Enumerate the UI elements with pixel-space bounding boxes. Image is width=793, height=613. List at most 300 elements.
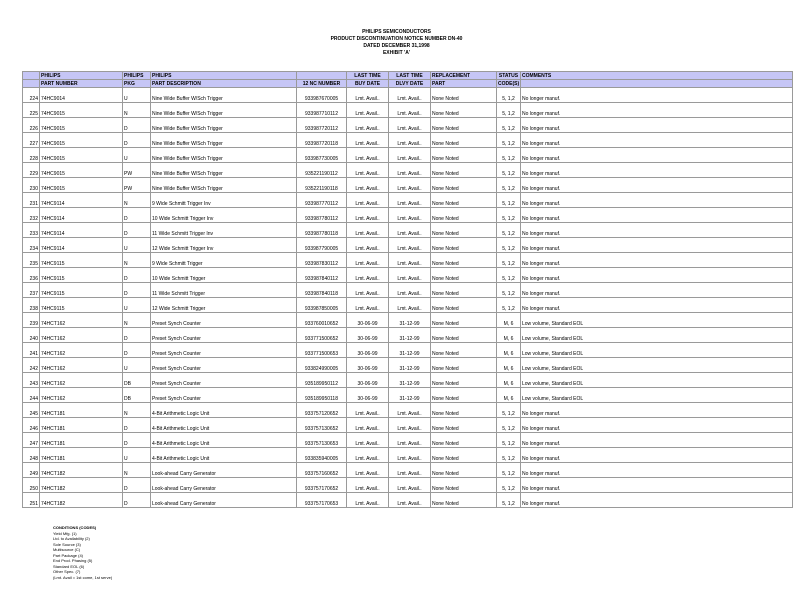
nc-number: 933987710112 [297,103,347,118]
row-number: 250 [23,478,40,493]
row-number: 233 [23,223,40,238]
comment: No longer manuf. [521,193,793,208]
row-number: 245 [23,403,40,418]
nc-number: 933771500653 [297,343,347,358]
header-index [23,80,40,88]
replacement-part: None Noted [431,478,497,493]
status-code: 5, 1,2 [497,403,521,418]
package: N [123,193,151,208]
last-buy-date: 30-06-99 [347,328,389,343]
package: U [123,238,151,253]
table-row [23,283,793,298]
nc-number: 933987840112 [297,268,347,283]
part-number: 74HC9114 [40,208,123,223]
table-row [23,478,793,493]
condition-item: (Lmt. Avail = 1st come, 1st serve) [53,574,113,580]
package: DB [123,388,151,403]
last-buy-date: 30-06-99 [347,343,389,358]
conditions-title: CONDITIONS (CODES) [53,525,97,530]
last-delivery-date: Lmt. Avail.. [389,163,431,178]
package: N [123,403,151,418]
last-delivery-date: Lmt. Avail.. [389,223,431,238]
part-description: Preset Synch Counter [151,373,297,388]
last-buy-date: Lmt. Avail.. [347,268,389,283]
package: PW [123,163,151,178]
replacement-part: None Noted [431,253,497,268]
part-description: Preset Synch Counter [151,343,297,358]
comment: No longer manuf. [521,253,793,268]
comment: Low volume, Standard EOL [521,373,793,388]
nc-number: 933987830112 [297,253,347,268]
nc-number: 933757120652 [297,403,347,418]
last-delivery-date: Lmt. Avail.. [389,148,431,163]
package: DB [123,373,151,388]
replacement-part: None Noted [431,268,497,283]
row-number: 236 [23,268,40,283]
package: D [123,268,151,283]
last-buy-date: Lmt. Avail.. [347,178,389,193]
header-cell: PART DESCRIPTION [151,80,297,88]
row-number: 229 [23,163,40,178]
last-delivery-date: Lmt. Avail.. [389,253,431,268]
part-number: 74HC9014 [40,88,123,103]
row-number: 230 [23,178,40,193]
comment: No longer manuf. [521,298,793,313]
table-row [23,358,793,373]
part-number: 74HCT181 [40,433,123,448]
status-code: M, 6 [497,358,521,373]
status-code: 5, 1,2 [497,268,521,283]
status-code: M, 6 [497,343,521,358]
notice-number: PRODUCT DISCONTINUATION NOTICE NUMBER DN-40 [330,36,463,42]
last-buy-date: Lmt. Avail.. [347,238,389,253]
last-delivery-date: Lmt. Avail.. [389,463,431,478]
header-cell: PHILIPS [123,72,151,80]
comment: No longer manuf. [521,103,793,118]
last-delivery-date: Lmt. Avail.. [389,178,431,193]
status-code: 5, 1,2 [497,163,521,178]
header-cell: PART NUMBER [40,80,123,88]
table-row [23,223,793,238]
table-row [23,178,793,193]
table-row [23,163,793,178]
last-delivery-date: 31-12-99 [389,343,431,358]
header-cell: LAST TIME [347,72,389,80]
row-number: 231 [23,193,40,208]
row-number: 226 [23,118,40,133]
header-row-1 [23,72,793,80]
table-row [23,88,793,103]
part-description: Nine Wide Buffer W/Sch Trigger [151,118,297,133]
replacement-part: None Noted [431,493,497,508]
nc-number: 933987720118 [297,133,347,148]
package: D [123,343,151,358]
header-cell: STATUS [497,72,521,80]
replacement-part: None Noted [431,193,497,208]
nc-number: 933987780118 [297,223,347,238]
status-code: 5, 1,2 [497,433,521,448]
table-row [23,118,793,133]
part-description: 9 Wide Schmitt Trigger Inv [151,193,297,208]
table-row [23,463,793,478]
part-description: 12 Wide Schmitt Trigger [151,298,297,313]
last-delivery-date: Lmt. Avail.. [389,118,431,133]
company-name: PHILIPS SEMICONDUCTORS [362,29,431,35]
package: U [123,448,151,463]
last-delivery-date: 31-12-99 [389,358,431,373]
last-delivery-date: Lmt. Avail.. [389,418,431,433]
row-number: 225 [23,103,40,118]
status-code: 5, 1,2 [497,298,521,313]
part-number: 74HC9114 [40,193,123,208]
last-delivery-date: Lmt. Avail.. [389,283,431,298]
row-number: 242 [23,358,40,373]
nc-number: 933760010652 [297,313,347,328]
replacement-part: None Noted [431,388,497,403]
table-row [23,388,793,403]
header-cell: 12 NC NUMBER [297,80,347,88]
table-row [23,238,793,253]
nc-number: 933757130653 [297,433,347,448]
table-row [23,493,793,508]
comment: Low volume, Standard EOL [521,313,793,328]
last-buy-date: Lmt. Avail.. [347,253,389,268]
part-number: 74HC9114 [40,223,123,238]
last-delivery-date: Lmt. Avail.. [389,208,431,223]
notice-date: DATED DECEMBER 31,1998 [363,43,430,49]
status-code: 5, 1,2 [497,448,521,463]
last-buy-date: Lmt. Avail.. [347,208,389,223]
part-number: 74HCT182 [40,463,123,478]
conditions-legend [53,525,112,580]
table-row [23,148,793,163]
nc-number: 933987720112 [297,118,347,133]
part-number: 74HC9114 [40,238,123,253]
comment: Low volume, Standard EOL [521,358,793,373]
package: U [123,298,151,313]
discontinuation-table [22,71,793,508]
package: PW [123,178,151,193]
header-cell [521,80,793,88]
last-delivery-date: Lmt. Avail.. [389,433,431,448]
comment: Low volume, Standard EOL [521,343,793,358]
row-number: 239 [23,313,40,328]
status-code: 5, 1,2 [497,493,521,508]
table-header [23,72,793,88]
nc-number: 933771500652 [297,328,347,343]
row-number: 244 [23,388,40,403]
part-description: Look-ahead Carry Generator [151,463,297,478]
package: U [123,88,151,103]
comment: No longer manuf. [521,493,793,508]
package: D [123,328,151,343]
status-code: 5, 1,2 [497,133,521,148]
package: D [123,478,151,493]
row-number: 248 [23,448,40,463]
comment: No longer manuf. [521,403,793,418]
part-number: 74HCT162 [40,358,123,373]
last-delivery-date: Lmt. Avail.. [389,478,431,493]
comment: No longer manuf. [521,418,793,433]
part-number: 74HC9015 [40,103,123,118]
row-number: 228 [23,148,40,163]
table-row [23,193,793,208]
exhibit-label: EXHIBIT 'A' [382,50,411,56]
package: D [123,493,151,508]
condition-item: Sole Source (3) [53,541,81,547]
replacement-part: None Noted [431,403,497,418]
status-code: 5, 1,2 [497,148,521,163]
last-buy-date: Lmt. Avail.. [347,193,389,208]
last-buy-date: Lmt. Avail.. [347,418,389,433]
replacement-part: None Noted [431,283,497,298]
header-cell: PHILIPS [40,72,123,80]
last-buy-date: Lmt. Avail.. [347,103,389,118]
status-code: 5, 1,2 [497,238,521,253]
replacement-part: None Noted [431,373,497,388]
nc-number: 933987790005 [297,238,347,253]
status-code: M, 6 [497,313,521,328]
status-code: M, 6 [497,328,521,343]
nc-number: 935221190118 [297,178,347,193]
replacement-part: None Noted [431,148,497,163]
row-number: 240 [23,328,40,343]
part-number: 74HCT162 [40,388,123,403]
part-description: 10 Wide Schmitt Trigger Inv [151,208,297,223]
condition-item: Standard EOL (6) [53,563,85,569]
nc-number: 933987850005 [297,298,347,313]
replacement-part: None Noted [431,418,497,433]
comment: No longer manuf. [521,463,793,478]
last-delivery-date: Lmt. Avail.. [389,403,431,418]
status-code: 5, 1,2 [497,463,521,478]
status-code: M, 6 [497,388,521,403]
replacement-part: None Noted [431,433,497,448]
last-delivery-date: Lmt. Avail.. [389,103,431,118]
package: D [123,118,151,133]
last-delivery-date: Lmt. Avail.. [389,193,431,208]
replacement-part: None Noted [431,118,497,133]
last-buy-date: 30-06-99 [347,373,389,388]
comment: No longer manuf. [521,478,793,493]
part-number: 74HCT181 [40,448,123,463]
part-number: 74HC9015 [40,148,123,163]
row-number: 224 [23,88,40,103]
part-number: 74HC9115 [40,298,123,313]
part-description: 9 Wide Schmitt Trigger [151,253,297,268]
package: N [123,103,151,118]
comment: No longer manuf. [521,433,793,448]
part-description: Preset Synch Counter [151,313,297,328]
last-delivery-date: Lmt. Avail.. [389,298,431,313]
nc-number: 933987780112 [297,208,347,223]
comment: Low volume, Standard EOL [521,328,793,343]
nc-number: 935189950118 [297,388,347,403]
table-row [23,298,793,313]
table-row [23,133,793,148]
part-number: 74HCT162 [40,343,123,358]
last-buy-date: Lmt. Avail.. [347,493,389,508]
part-number: 74HCT182 [40,478,123,493]
part-description: 4-Bit Arithmetic Logic Unit [151,448,297,463]
header-row-2 [23,80,793,88]
package: D [123,133,151,148]
nc-number: 933987770112 [297,193,347,208]
part-description: Look-ahead Carry Generator [151,493,297,508]
part-number: 74HC9015 [40,178,123,193]
replacement-part: None Noted [431,343,497,358]
replacement-part: None Noted [431,133,497,148]
last-delivery-date: Lmt. Avail.. [389,238,431,253]
part-description: Nine Wide Buffer W/Sch Trigger [151,178,297,193]
replacement-part: None Noted [431,163,497,178]
status-code: 5, 1,2 [497,223,521,238]
nc-number: 933987730005 [297,148,347,163]
nc-number: 933987840118 [297,283,347,298]
part-number: 74HCT182 [40,493,123,508]
status-code: 5, 1,2 [497,118,521,133]
package: D [123,283,151,298]
part-description: 11 Wide Schmitt Trigger Inv [151,223,297,238]
status-code: 5, 1,2 [497,418,521,433]
package: D [123,208,151,223]
last-buy-date: Lmt. Avail.. [347,403,389,418]
package: U [123,148,151,163]
header-index [23,72,40,80]
last-buy-date: Lmt. Avail.. [347,298,389,313]
comment: No longer manuf. [521,148,793,163]
replacement-part: None Noted [431,103,497,118]
part-number: 74HCT162 [40,373,123,388]
part-description: 4-Bit Arithmetic Logic Unit [151,433,297,448]
header-cell: REPLACEMENT [431,72,497,80]
row-number: 235 [23,253,40,268]
condition-item: Part Package (4) [53,552,84,558]
part-description: Nine Wide Buffer W/Sch Trigger [151,103,297,118]
part-number: 74HCT162 [40,328,123,343]
header-cell: COMMENTS [521,72,793,80]
nc-number: 935221190112 [297,163,347,178]
nc-number: 933757170652 [297,478,347,493]
nc-number: 935189950112 [297,373,347,388]
last-delivery-date: Lmt. Avail.. [389,493,431,508]
table-row [23,313,793,328]
row-number: 246 [23,418,40,433]
condition-item: Yield Mfg. (1) [53,530,77,536]
nc-number: 933835940005 [297,448,347,463]
last-delivery-date: Lmt. Avail.. [389,88,431,103]
replacement-part: None Noted [431,448,497,463]
last-delivery-date: 31-12-99 [389,388,431,403]
package: N [123,463,151,478]
row-number: 241 [23,343,40,358]
last-buy-date: Lmt. Avail.. [347,433,389,448]
part-number: 74HC9115 [40,253,123,268]
part-description: Preset Synch Counter [151,388,297,403]
row-number: 243 [23,373,40,388]
comment: No longer manuf. [521,133,793,148]
last-buy-date: Lmt. Avail.. [347,478,389,493]
part-description: Look-ahead Carry Generator [151,478,297,493]
last-delivery-date: Lmt. Avail.. [389,268,431,283]
status-code: 5, 1,2 [497,103,521,118]
table-row [23,268,793,283]
comment: Low volume, Standard EOL [521,388,793,403]
last-delivery-date: Lmt. Avail.. [389,133,431,148]
last-delivery-date: 31-12-99 [389,313,431,328]
part-description: Nine Wide Buffer W/Sch Trigger [151,163,297,178]
part-description: Nine Wide Buffer W/Sch Trigger [151,148,297,163]
comment: No longer manuf. [521,268,793,283]
nc-number: 933824990005 [297,358,347,373]
part-number: 74HCT162 [40,313,123,328]
last-buy-date: Lmt. Avail.. [347,148,389,163]
replacement-part: None Noted [431,178,497,193]
part-description: 11 Wide Schmitt Trigger [151,283,297,298]
table-row [23,448,793,463]
header-cell: DLVY DATE [389,80,431,88]
replacement-part: None Noted [431,238,497,253]
last-buy-date: Lmt. Avail.. [347,448,389,463]
comment: No longer manuf. [521,163,793,178]
table-row [23,103,793,118]
status-code: M, 6 [497,373,521,388]
package: N [123,313,151,328]
replacement-part: None Noted [431,463,497,478]
condition-item: Ltd. to Availability (2) [53,536,90,541]
header-cell: LAST TIME [389,72,431,80]
replacement-part: None Noted [431,358,497,373]
last-buy-date: 30-06-99 [347,388,389,403]
comment: No longer manuf. [521,238,793,253]
last-buy-date: Lmt. Avail.. [347,118,389,133]
part-description: Nine Wide Buffer W/Sch Trigger [151,133,297,148]
status-code: 5, 1,2 [497,88,521,103]
part-description: 10 Wide Schmitt Trigger [151,268,297,283]
last-delivery-date: Lmt. Avail.. [389,448,431,463]
replacement-part: None Noted [431,328,497,343]
table-row [23,343,793,358]
comment: No longer manuf. [521,448,793,463]
last-delivery-date: 31-12-99 [389,328,431,343]
row-number: 227 [23,133,40,148]
last-buy-date: Lmt. Avail.. [347,283,389,298]
condition-item: Multisource (C) [53,547,81,552]
nc-number: 933757160652 [297,463,347,478]
part-number: 74HC9115 [40,268,123,283]
row-number: 249 [23,463,40,478]
part-number: 74HC9115 [40,283,123,298]
comment: No longer manuf. [521,208,793,223]
row-number: 247 [23,433,40,448]
last-buy-date: 30-06-99 [347,313,389,328]
part-description: Preset Synch Counter [151,358,297,373]
status-code: 5, 1,2 [497,253,521,268]
row-number: 232 [23,208,40,223]
nc-number: 933757130652 [297,418,347,433]
replacement-part: None Noted [431,298,497,313]
table-body [23,88,793,508]
comment: No longer manuf. [521,118,793,133]
part-number: 74HC9015 [40,133,123,148]
package: U [123,358,151,373]
header-cell [297,72,347,80]
status-code: 5, 1,2 [497,178,521,193]
part-number: 74HC9015 [40,118,123,133]
package: N [123,253,151,268]
status-code: 5, 1,2 [497,208,521,223]
comment: No longer manuf. [521,223,793,238]
